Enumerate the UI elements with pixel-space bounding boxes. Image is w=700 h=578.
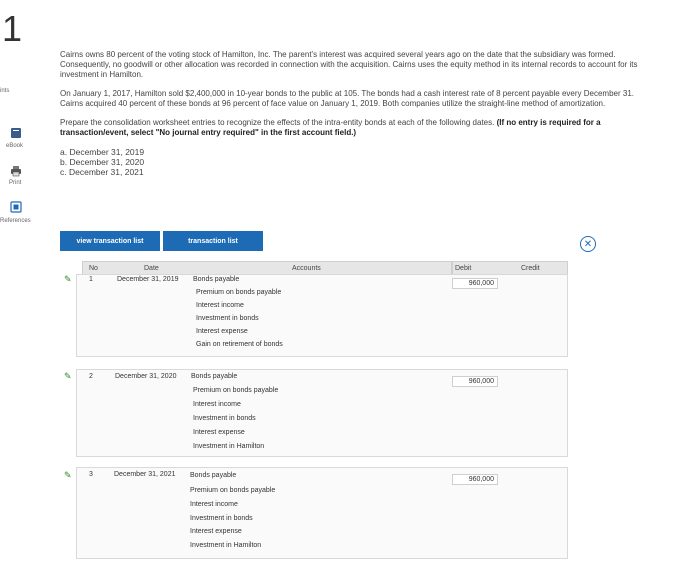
entry-3-account-3[interactable]: Interest income xyxy=(190,501,238,508)
entry-3-account-5[interactable]: Interest expense xyxy=(190,528,242,535)
worksheet xyxy=(60,258,568,564)
entry-1-no: 1 xyxy=(89,276,93,283)
points-label: ints xyxy=(0,88,10,94)
close-icon[interactable]: ✕ xyxy=(580,236,596,252)
edit-entry-1-icon[interactable]: ✎ xyxy=(64,274,72,284)
entry-2-account-6[interactable]: Investment in Hamilton xyxy=(193,443,265,450)
entry-1-account-1[interactable]: Bonds payable xyxy=(193,276,240,283)
entry-2-account-2[interactable]: Premium on bonds payable xyxy=(193,387,279,394)
references-icon[interactable] xyxy=(10,200,22,218)
instruction-note: (If no entry is required for a transaction/event, select "No journal entry required" in the first account field.) xyxy=(60,118,601,137)
entry-2-debit-input[interactable]: 960,000 xyxy=(452,376,498,387)
entry-2-account-5[interactable]: Interest expense xyxy=(193,429,245,436)
problem-paragraph-2: On January 1, 2017, Hamilton sold $2,400,000 in 10-year bonds to the public at 105. The bonds had a cash interest rate of 8 percent payable every December 31. Cairns acquired 40 percent of these bonds at 96 percent of face value on January 1, 2019. Both companies utilize the straight-line method of amortization. xyxy=(60,89,634,108)
ebook-label[interactable]: eBook xyxy=(6,143,24,149)
ebook-icon[interactable] xyxy=(10,126,22,144)
header-date: Date xyxy=(144,265,159,272)
entry-3-account-2[interactable]: Premium on bonds payable xyxy=(190,487,276,494)
entry-2-account-4[interactable]: Investment in bonds xyxy=(193,415,256,422)
entry-2-account-1[interactable]: Bonds payable xyxy=(191,373,238,380)
view-transaction-list-button[interactable]: view transaction list xyxy=(60,231,160,251)
entry-1-account-5[interactable]: Interest expense xyxy=(196,328,248,335)
entry-3-no: 3 xyxy=(89,471,93,478)
question-number: 1 xyxy=(2,8,23,49)
entry-3-account-6[interactable]: Investment in Hamilton xyxy=(190,542,262,549)
part-c: c. December 31, 2021 xyxy=(60,167,144,177)
entry-2-date: December 31, 2020 xyxy=(115,373,177,380)
accounts-header-bar xyxy=(82,261,452,275)
edit-entry-3-icon[interactable]: ✎ xyxy=(64,470,72,480)
part-b: b. December 31, 2020 xyxy=(60,157,145,167)
entry-2-account-3[interactable]: Interest income xyxy=(193,401,241,408)
instruction-text: Prepare the consolidation worksheet entries to recognize the effects of the intra-entity bonds at each of the following dates. xyxy=(60,118,495,127)
entry-3-account-1[interactable]: Bonds payable xyxy=(190,472,237,479)
entry-1-debit-input[interactable]: 960,000 xyxy=(452,278,498,289)
header-debit: Debit xyxy=(455,265,472,272)
edit-entry-2-icon[interactable]: ✎ xyxy=(64,371,72,381)
print-label[interactable]: Print xyxy=(9,180,22,186)
entry-1-account-4[interactable]: Investment in bonds xyxy=(196,315,259,322)
entry-3-debit-input[interactable]: 960,000 xyxy=(452,474,498,485)
entry-1-account-2[interactable]: Premium on bonds payable xyxy=(196,289,282,296)
part-a: a. December 31, 2019 xyxy=(60,147,145,157)
references-label[interactable]: References xyxy=(0,218,31,224)
problem-paragraph-1: Cairns owns 80 percent of the voting stock of Hamilton, Inc. The parent's interest was acquired several years ago on the date that the subsidiary was formed. Consequently, no goodwill or other allocation was recorded in connection with the acquisition. Cairns uses the equity method in its internal records to account for its investment in Hamilton. xyxy=(60,50,638,79)
problem-instruction xyxy=(60,118,645,138)
header-no: No xyxy=(89,265,98,272)
entry-3-account-4[interactable]: Investment in bonds xyxy=(190,515,253,522)
entry-3-date: December 31, 2021 xyxy=(114,471,176,478)
transaction-list-tab[interactable]: transaction list xyxy=(163,231,263,251)
entry-1-date: December 31, 2019 xyxy=(117,276,179,283)
header-credit: Credit xyxy=(521,265,540,272)
entry-2-no: 2 xyxy=(89,373,93,380)
entry-1-account-6[interactable]: Gain on retirement of bonds xyxy=(196,341,283,348)
problem-statement xyxy=(60,50,645,177)
entry-1-account-3[interactable]: Interest income xyxy=(196,302,244,309)
header-accounts: Accounts xyxy=(292,265,321,272)
parts-list xyxy=(60,147,645,177)
